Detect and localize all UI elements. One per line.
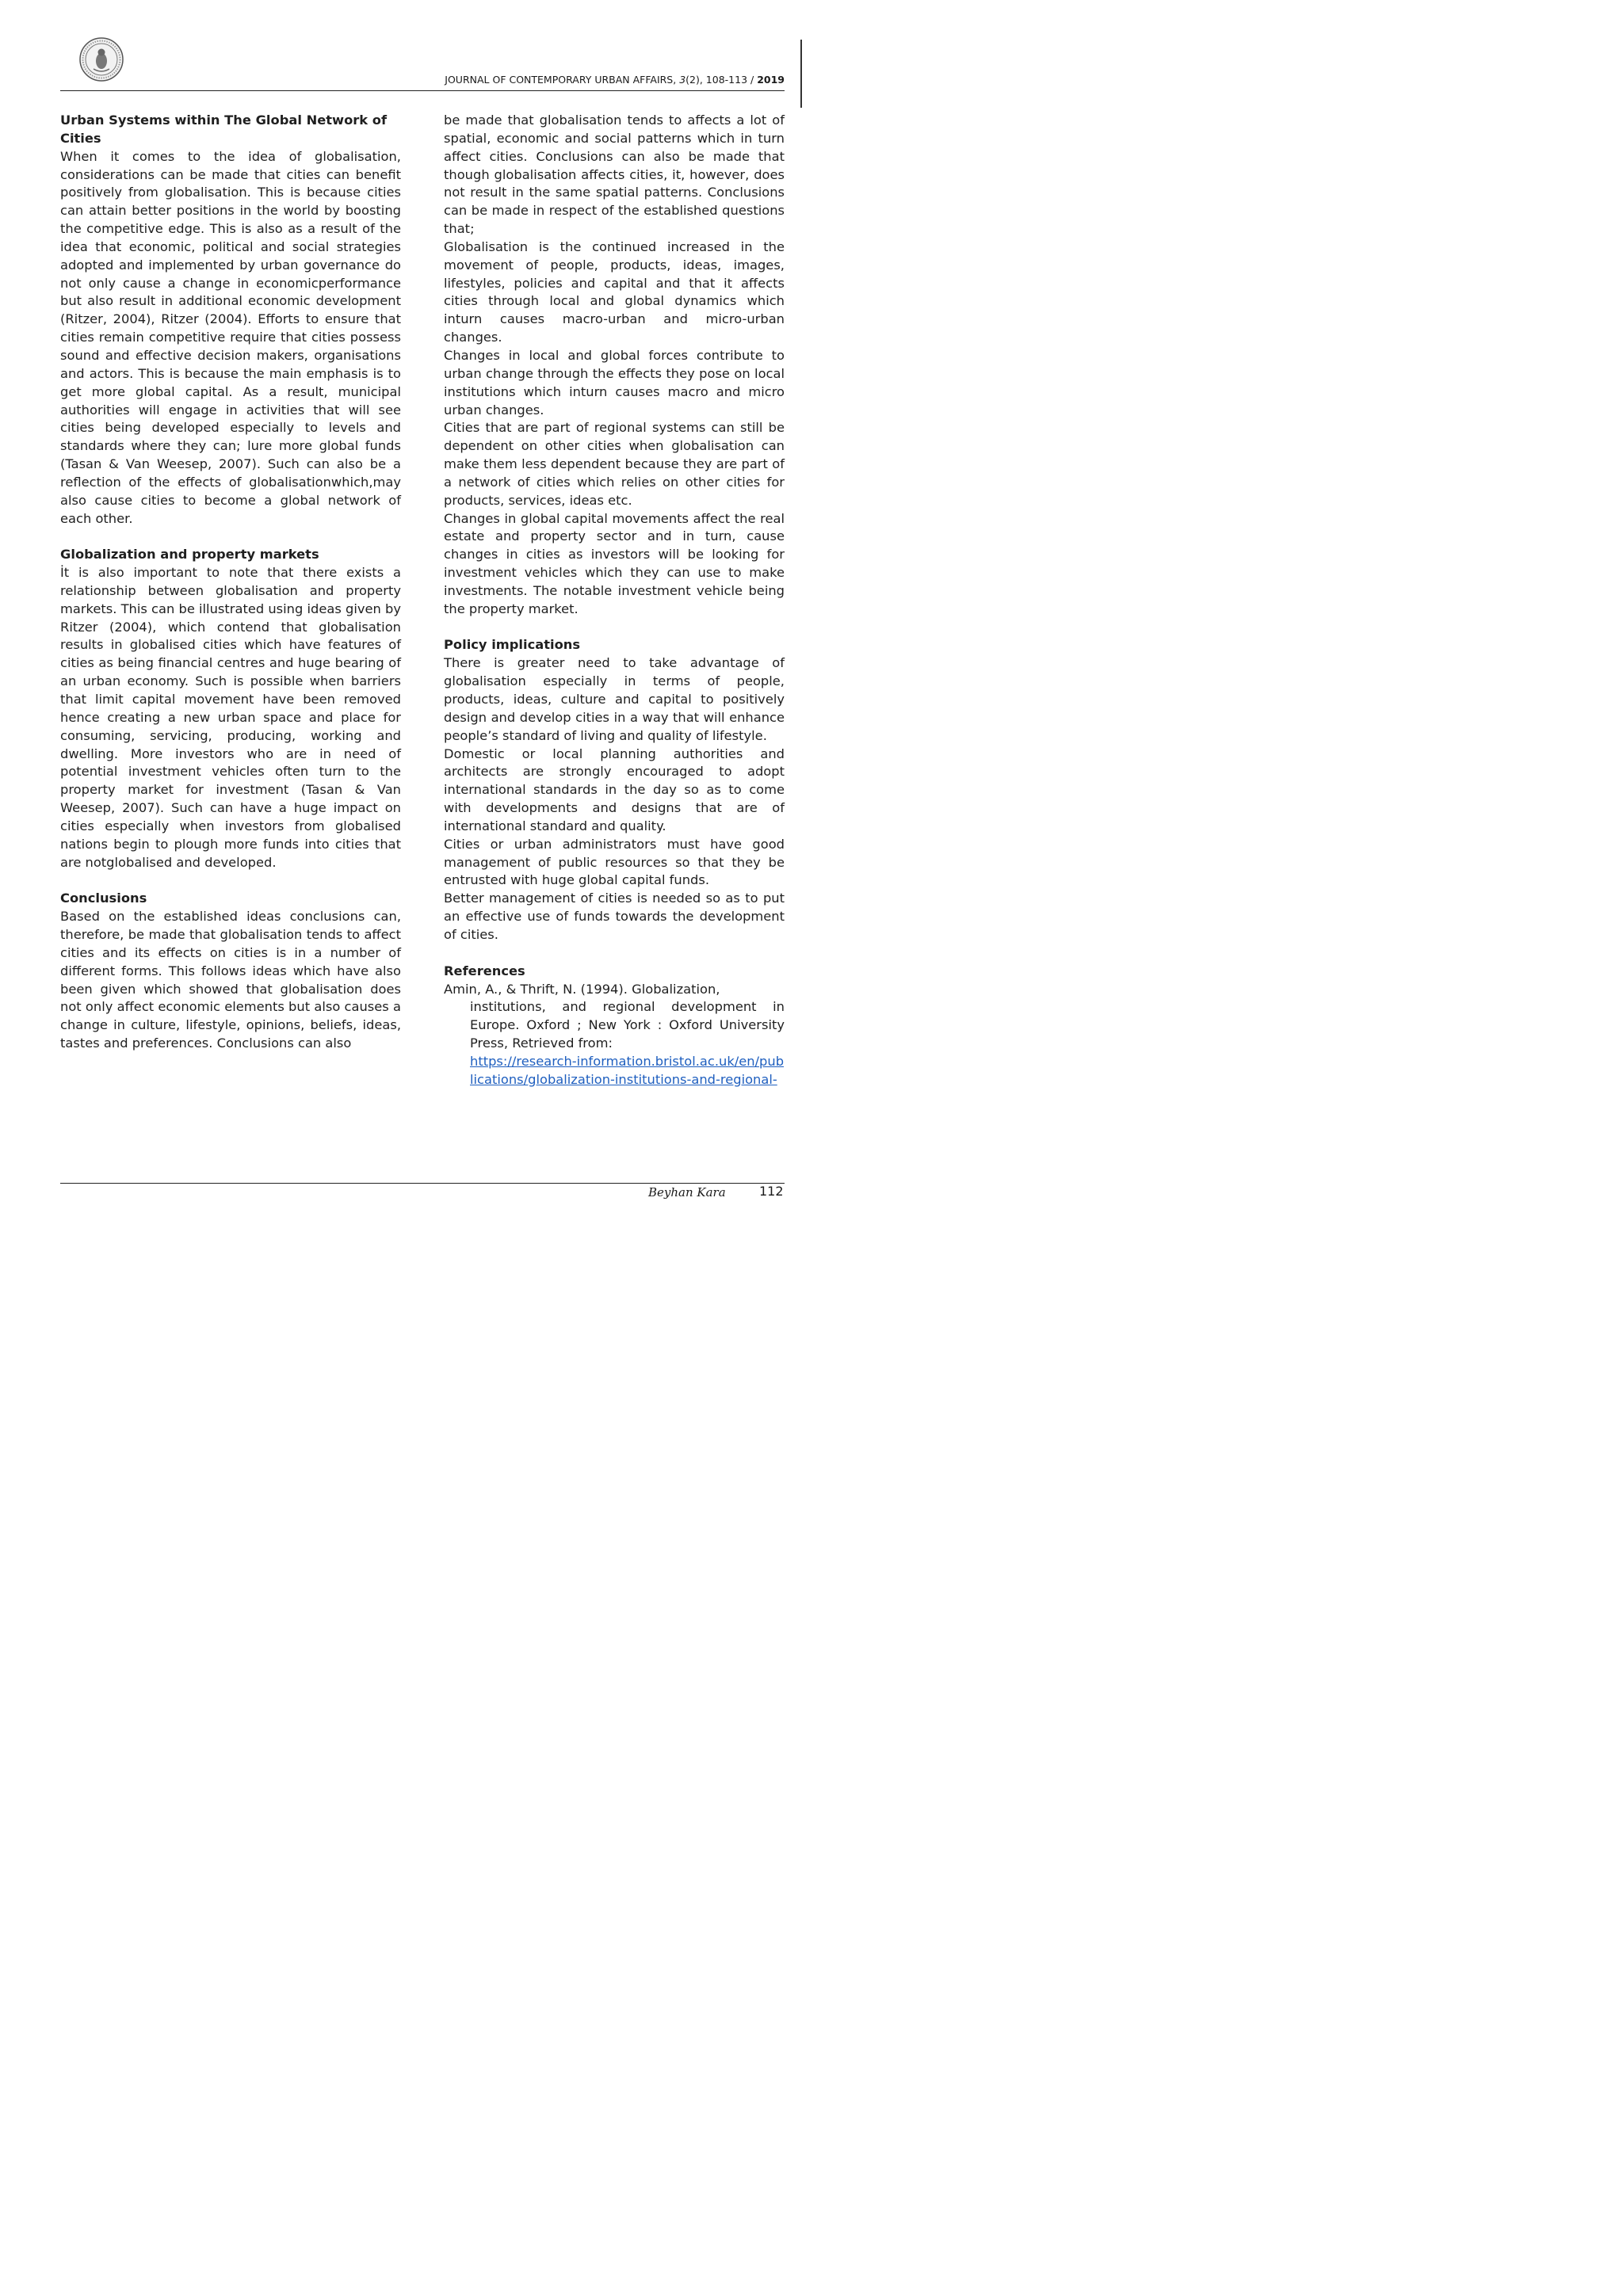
paragraph: Changes in local and global forces contribute to urban change through the effects they pose on local institutions which inturn causes macro and micro urban changes. (444, 347, 785, 418)
reference-first-line: Amin, A., & Thrift, N. (1994). Globalization, (444, 981, 720, 997)
section-heading-policy-implications: Policy implications (444, 637, 581, 653)
left-column (60, 112, 401, 1053)
margin-rule (800, 40, 802, 108)
paragraph: Changes in global capital movements affect the real estate and property sector and in turn, cause changes in cities as investors will be looking for investment vehicles which they can use to make investments. The notable investment vehicle being the property market. (444, 510, 785, 616)
paragraph: Cities or urban administrators must have good management of public resources so that they be entrusted with huge global capital funds. (444, 836, 785, 888)
paragraph: Cities that are part of regional systems can still be dependent on other cities when globalisation can make them less dependent because they are part of a network of cities which relies on other cities for products, services, ideas etc. (444, 420, 785, 508)
reference-url-link[interactable]: https://research-information.bristol.ac.uk/en/publications/globalization-institutions-and-regional- (470, 1053, 785, 1087)
journal-header-title: JOURNAL OF CONTEMPORARY URBAN AFFAIRS, 3(2), 108-113 / 2019 (445, 74, 785, 86)
paragraph: Domestic or local planning authorities and architects are strongly encouraged to adopt international standards in the day so as to come with developments and designs that are of international standard and quality. (444, 746, 785, 833)
paragraph: Better management of cities is needed so as to put an effective use of funds towards the development of cities. (444, 891, 785, 942)
footer-author: Beyhan Kara (648, 1185, 726, 1199)
section-heading-conclusions: Conclusions (60, 891, 147, 906)
journal-seal-logo (79, 37, 124, 82)
paragraph: İt is also important to note that there exists a relationship between globalisation and property markets. This can be illustrated using ideas given by Ritzer (2004), which contend that globalisation results in globalised cities which have features of cities as being financial centres and huge bearing of an urban economy. Such is possible when barriers that limit capital movement have been removed hence creating a new urban space and place for consuming, servicing, producing, working and dwelling. More investors who are in need of potential investment vehicles often turn to the property market for investment (Tasan & Van Weesep, 2007). Such can have a huge impact on cities especially when investors from globalised nations begin to plough more funds into cities that are notglobalised and developed. (60, 565, 401, 870)
paragraph: Based on the established ideas conclusions can, therefore, be made that globalisation tends to affect cities and its effects on cities is in a number of different forms. This follows ideas which have also been given which showed that globalisation does not only affect economic elements but also causes a change in culture, lifestyle, opinions, beliefs, ideas, tastes and preferences. Conclusions can also (60, 909, 401, 1051)
section-heading-references: References (444, 963, 525, 978)
reference-entry (444, 981, 785, 1089)
page-number: 112 (759, 1184, 784, 1199)
reference-continuation: institutions, and regional development in Europe. Oxford ; New York : Oxford University Press, Retrieved from: (470, 999, 785, 1051)
footer-divider (60, 1183, 785, 1184)
right-column (444, 112, 785, 1089)
header-divider (60, 90, 785, 91)
paragraph: There is greater need to take advantage of globalisation especially in terms of people, products, ideas, culture and capital to positively design and develop cities in a way that will enhance people’s standard of living and quality of lifestyle. (444, 655, 785, 743)
section-heading-property-markets: Globalization and property markets (60, 547, 319, 563)
paragraph: Globalisation is the continued increased in the movement of people, products, ideas, images, lifestyles, policies and capital and that it affects cities through local and global dynamics which inturn causes macro-urban and micro-urban changes. (444, 238, 785, 345)
paragraph: be made that globalisation tends to affects a lot of spatial, economic and social patterns which in turn affect cities. Conclusions can also be made that though globalisation affects cities, it, however, does not result in the same spatial patterns. Conclusions can be made in respect of the established questions that; (444, 113, 785, 237)
section-heading-urban-systems: Urban Systems within The Global Network of Cities (60, 113, 388, 146)
journal-page (0, 0, 873, 1236)
paragraph: When it comes to the idea of globalisation, considerations can be made that cities can benefit positively from globalisation. This is because cities can attain better positions in the world by boosting the competitive edge. This is also as a result of the idea that economic, political and social strategies adopted and implemented by urban governance do not only cause a change in economicperformance but also result in additional economic development (Ritzer, 2004), Ritzer (2004). Efforts to ensure that cities remain competitive require that cities possess sound and effective decision makers, organisations and actors. This is because the main emphasis is to get more global capital. As a result, municipal authorities will engage in activities that will see cities being developed especially to levels and standards where they can; lure more global funds (Tasan & Van Weesep, 2007). Such can also be a reflection of the effects of globalisationwhich,may also cause cities to become a global network of each other. (60, 148, 401, 526)
